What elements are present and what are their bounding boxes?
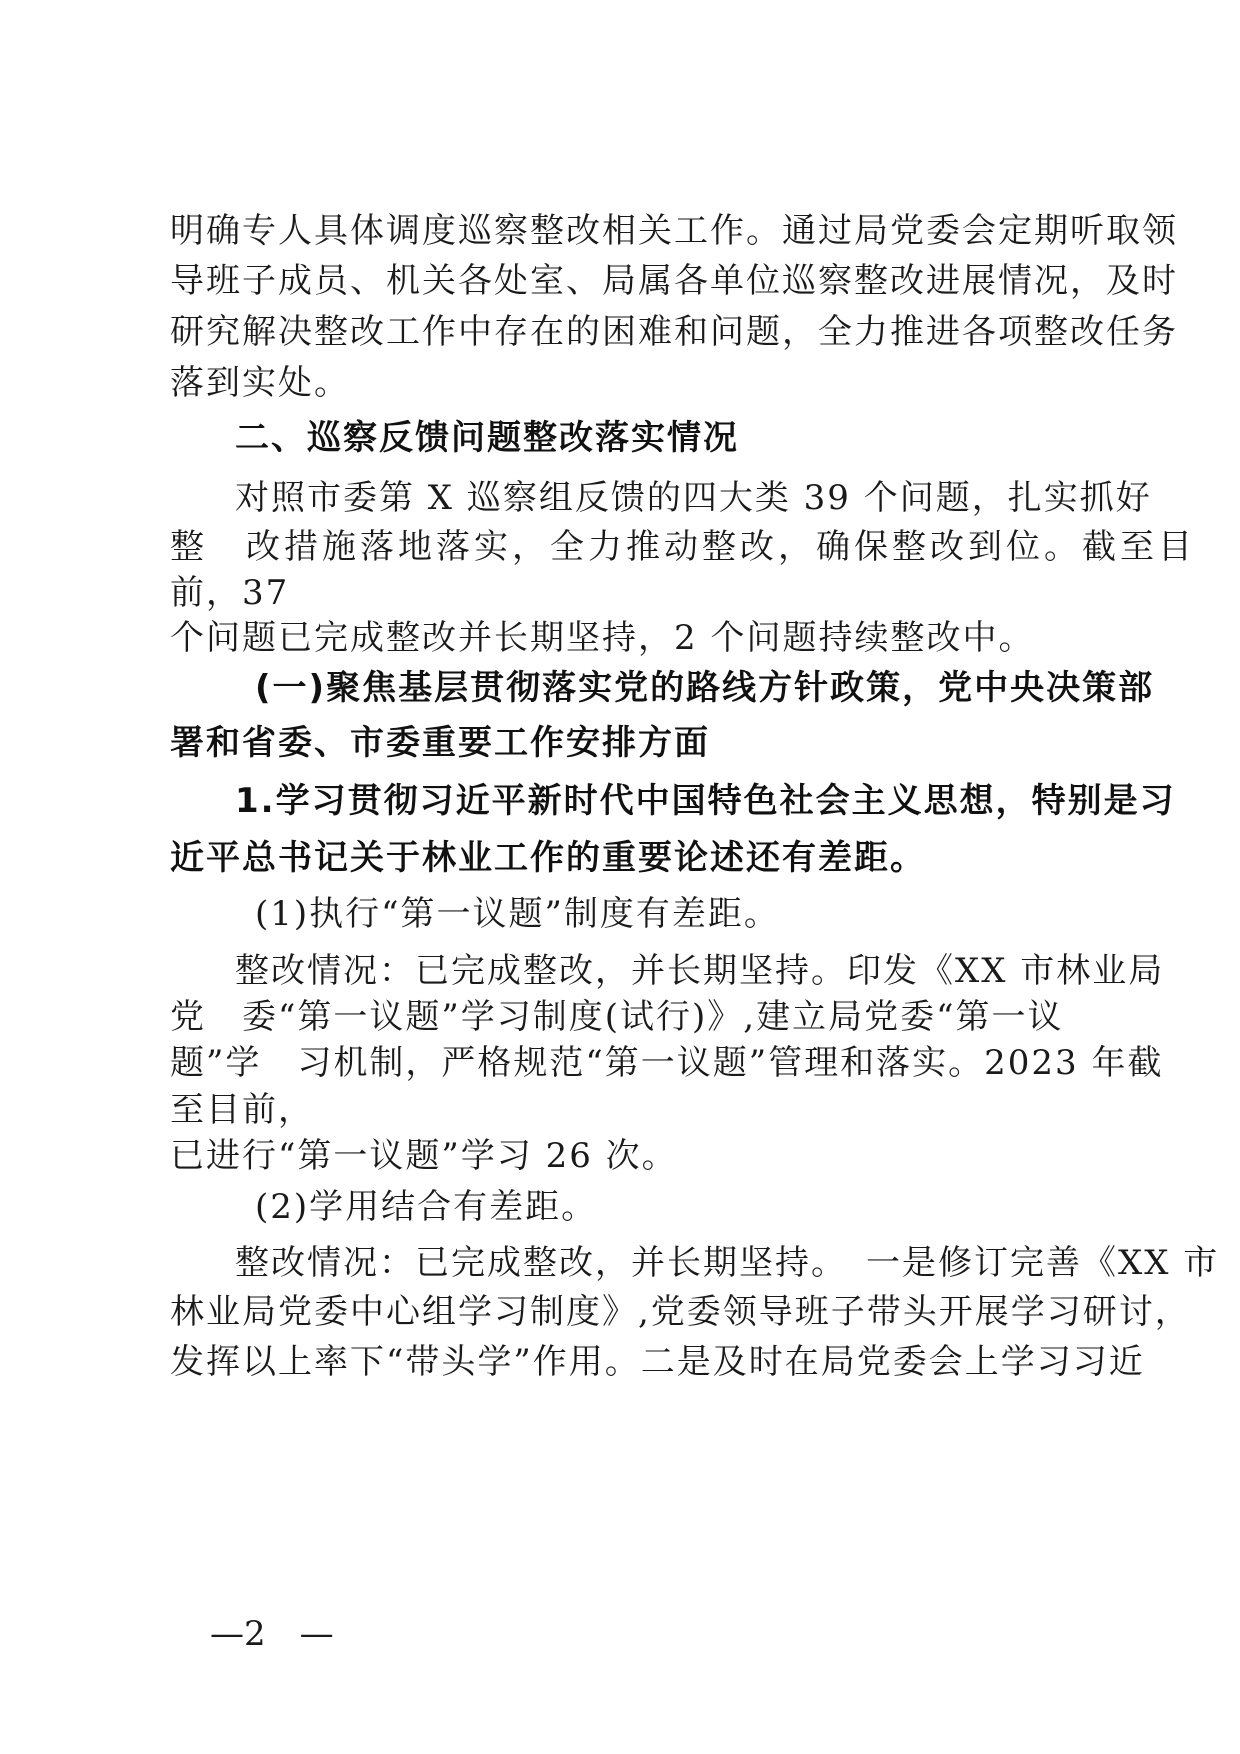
paragraph-line: 整改情况：已完成整改，并长期坚持。印发《XX 市林业局 [235,951,1165,991]
subsection-heading: 署和省委、市委重要工作安排方面 [170,723,710,763]
paragraph-line: 整改情况：已完成整改，并长期坚持。 一是修订完善《XX 市 [235,1243,1220,1283]
page-number: —2 — [210,1614,334,1654]
paragraph-line: 前，37 [170,573,290,613]
paragraph-line: 林业局党委中心组学习制度》,党委领导班子带头开展学习研讨， [170,1292,1191,1332]
paragraph-line: 明确专人具体调度巡察整改相关工作。通过局党委会定期听取领 [170,211,1178,251]
paragraph-line: 至目前， [170,1090,314,1130]
paragraph-line: 题”学 习机制，严格规范“第一议题”管理和落实。2023 年截 [170,1043,1164,1083]
subsection-heading: (一)聚焦基层贯彻落实党的路线方针政策，党中央决策部 [255,668,1155,708]
question-line: (2)学用结合有差距。 [255,1187,598,1227]
paragraph-line: 整 改措施落地落实，全力推动整改，确保整改到位。截至目 [170,527,1196,567]
paragraph-line: 对照市委第 X 巡察组反馈的四大类 39 个问题，扎实抓好 [235,478,1152,518]
paragraph-line: 落到实处。 [170,363,350,403]
paragraph-line: 党 委“第一议题”学习制度(试行)》,建立局党委“第一议 [170,997,1064,1037]
item-heading: 近平总书记关于林业工作的重要论述还有差距。 [170,838,926,878]
item-heading: 1.学习贯彻习近平新时代中国特色社会主义思想，特别是习 [235,781,1176,821]
question-line: (1)执行“第一议题”制度有差距。 [255,894,780,934]
paragraph-line: 研究解决整改工作中存在的困难和问题，全力推进各项整改任务 [170,312,1178,352]
paragraph-line: 导班子成员、机关各处室、局属各单位巡察整改进展情况，及时 [170,261,1178,301]
paragraph-line: 个问题已完成整改并长期坚持，2 个问题持续整改中。 [170,618,1035,658]
paragraph-line: 发挥以上率下“带头学”作用。二是及时在局党委会上学习习近 [170,1342,1145,1382]
paragraph-line: 已进行“第一议题”学习 26 次。 [170,1136,678,1176]
section-heading: 二、巡察反馈问题整改落实情况 [235,418,739,458]
